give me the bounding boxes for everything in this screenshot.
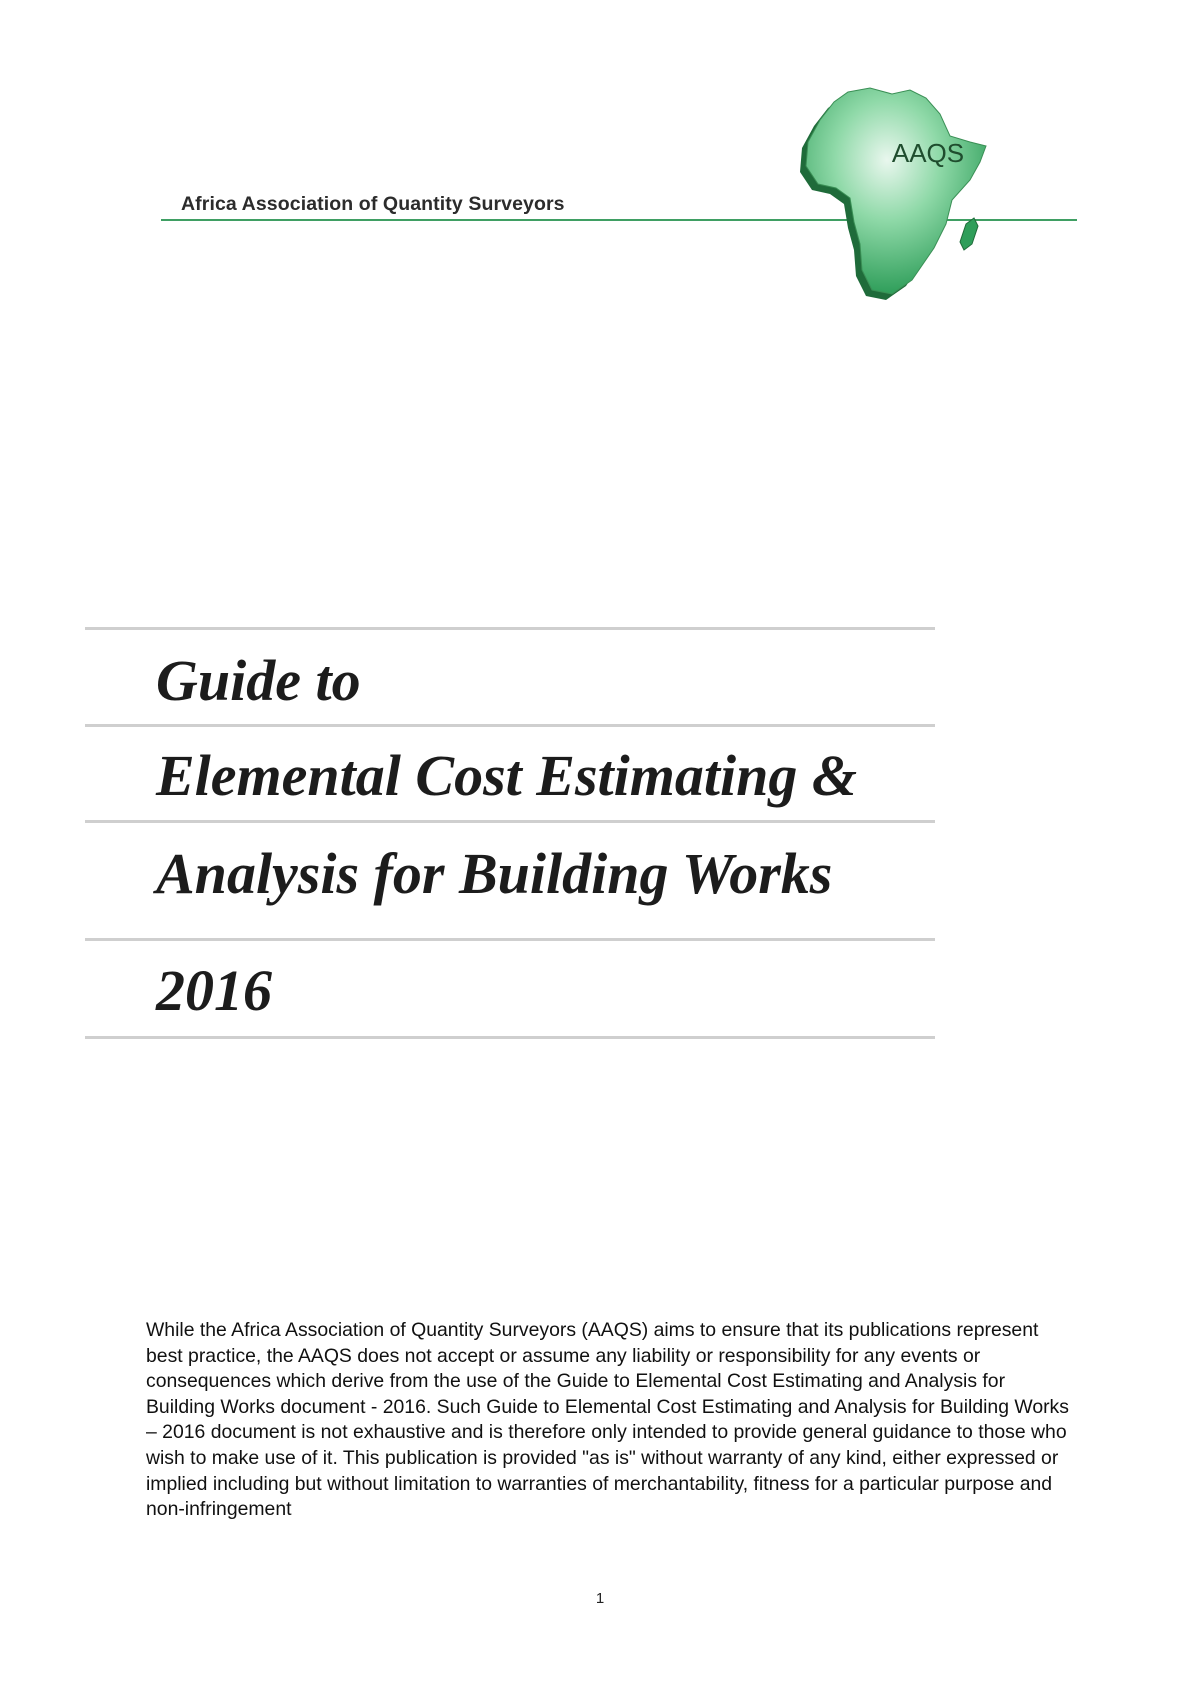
aaqs-africa-logo: [800, 84, 1000, 306]
title-rule-3: [85, 820, 935, 823]
page-number: 1: [595, 1590, 605, 1607]
title-rule-5: [85, 1036, 935, 1039]
title-rule-2: [85, 724, 935, 727]
disclaimer-paragraph: While the Africa Association of Quantity Surveyors (AAQS) aims to ensure that its publications represent best practice, the AAQS does not accept or assume any liability or responsibility for any events or consequences which derive from the use of the Guide to Elemental Cost Estimating and Analysis for Building Works document - 2016. Such Guide to Elemental Cost Estimating and Analysis for Building Works – 2016 document is not exhaustive and is therefore only intended to provide general guidance to those who wish to make use of it. This publication is provided "as is" without warranty of any kind, either expressed or implied including but without limitation to warranties of merchantability, fitness for a particular purpose and non-infringement: [146, 1319, 1069, 1521]
organization-name: Africa Association of Quantity Surveyors: [181, 193, 565, 215]
title-line-3: Analysis for Building Works: [156, 841, 833, 906]
logo-text: AAQS: [891, 138, 965, 168]
title-year: 2016: [156, 958, 272, 1023]
title-rule-1: [85, 627, 935, 630]
title-line-2: Elemental Cost Estimating &: [156, 743, 857, 808]
madagascar-map: [960, 218, 978, 250]
title-rule-4: [85, 938, 935, 941]
title-line-1: Guide to: [156, 648, 361, 713]
